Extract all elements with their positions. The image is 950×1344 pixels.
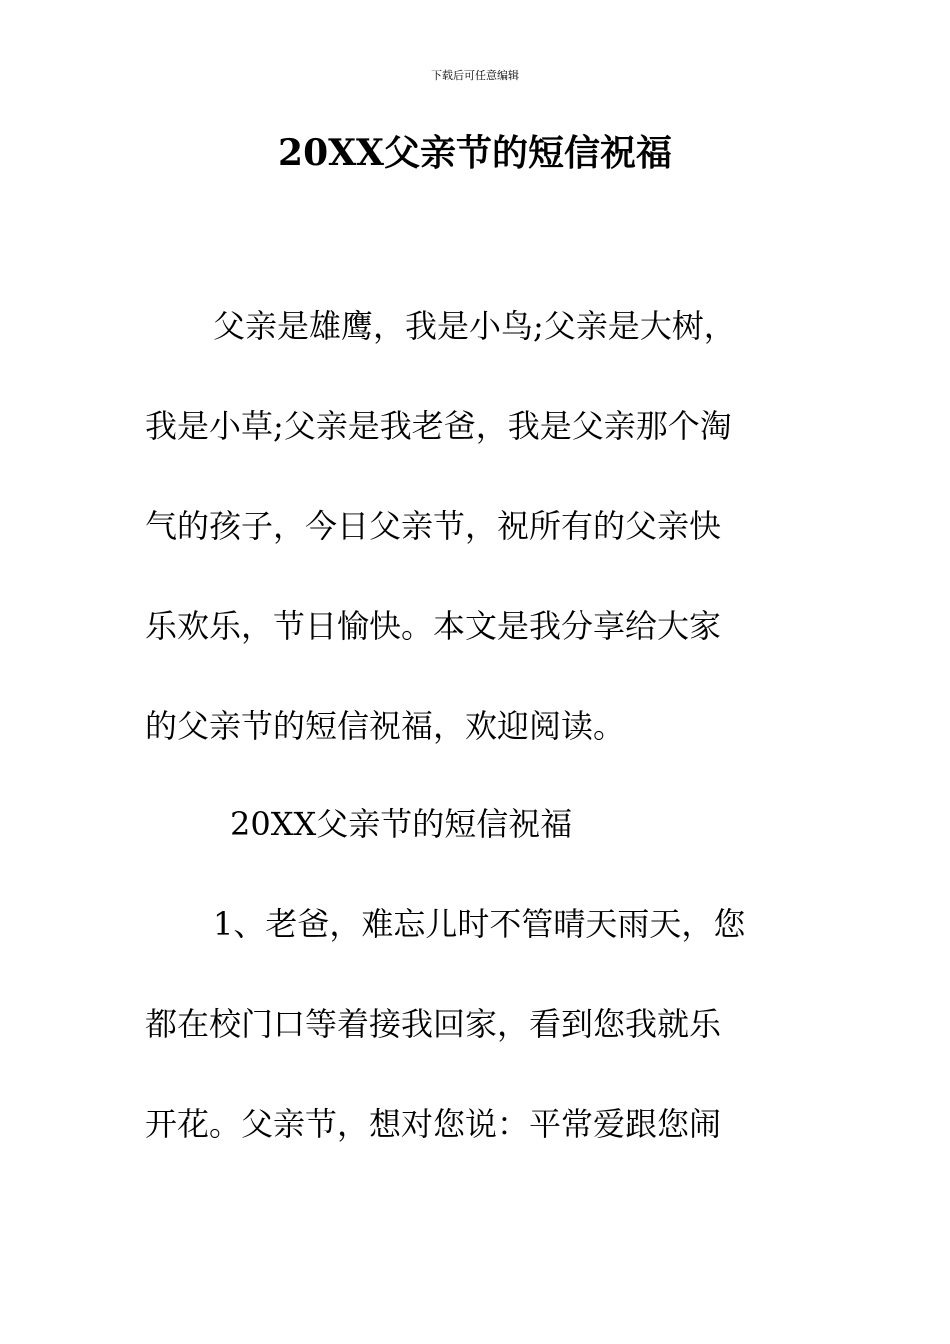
paragraph-line: 都在校门口等着接我回家，看到您我就乐: [145, 1005, 722, 1043]
paragraph-line: 我是小草;父亲是我老爸，我是父亲那个淘: [145, 407, 732, 445]
paragraph-line: 乐欢乐，节日愉快。本文是我分享给大家: [145, 607, 722, 645]
paragraph-line: 开花。父亲节，想对您说：平常爱跟您闹: [145, 1105, 722, 1143]
paragraph-line: 1、老爸，难忘儿时不管晴天雨天，您: [213, 905, 746, 943]
paragraph-line: 气的孩子，今日父亲节，祝所有的父亲快: [145, 507, 722, 545]
header-note: 下载后可任意编辑: [431, 69, 519, 82]
section-heading: 20XX父亲节的短信祝福: [230, 805, 573, 843]
document-title: 20XX父亲节的短信祝福: [278, 132, 672, 174]
paragraph-line: 父亲是雄鹰，我是小鸟;父亲是大树，: [213, 307, 736, 345]
paragraph-line: 的父亲节的短信祝福，欢迎阅读。: [145, 707, 626, 745]
